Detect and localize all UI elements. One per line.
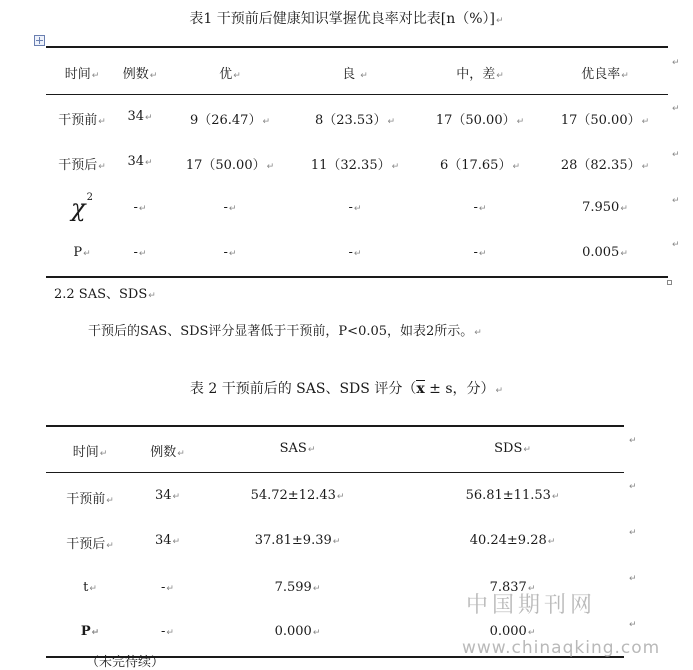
table1-row3-chi-square: $\chi^2$ xyxy=(71,192,93,222)
table2-title: 表 2 干预前后的 SAS、SDS 评分（x ± s，分）↵ xyxy=(189,381,504,397)
section-heading: 2.2 SAS、SDS↵ xyxy=(54,287,156,302)
table1-header-excellent: 优↵ xyxy=(219,67,241,82)
table-resize-handle-icon[interactable] xyxy=(667,280,672,285)
table2-row1-sas: 54.72±12.43↵ xyxy=(250,488,345,503)
table1-row3-medium-poor: -↵ xyxy=(473,200,487,215)
table1-row3-rate: 7.950↵ xyxy=(582,200,628,215)
row-end-mark: ↵ xyxy=(672,150,680,160)
table1-header-rule xyxy=(46,94,668,95)
table1-header-medium-poor: 中，差↵ xyxy=(456,67,504,82)
table1-row3-count: -↵ xyxy=(133,200,147,215)
table2-header-rule xyxy=(46,472,624,473)
section-paragraph: 干预后的SAS、SDS评分显著低于干预前，P<0.05，如表2所示。↵ xyxy=(88,324,482,339)
row-end-mark: ↵ xyxy=(629,436,637,446)
table2-row4-time: P↵ xyxy=(80,624,100,639)
table1-row2-count: 34↵ xyxy=(127,154,153,169)
table2-top-rule xyxy=(46,425,624,427)
table1-row4-rate: 0.005↵ xyxy=(582,245,628,260)
row-end-mark: ↵ xyxy=(629,482,637,492)
table2-header-sds: SDS↵ xyxy=(494,441,531,456)
table1-row4-excellent: -↵ xyxy=(223,245,237,260)
table1-header-good: 良 ↵ xyxy=(342,67,368,82)
table-move-handle-icon[interactable] xyxy=(34,35,45,46)
row-end-mark: ↵ xyxy=(629,620,637,630)
table2-row2-count: 34↵ xyxy=(154,533,181,548)
table2-row4-sas: 0.000↵ xyxy=(274,624,321,639)
table1-row2-excellent: 17（50.00）↵ xyxy=(185,158,275,173)
table2-row1-count: 34↵ xyxy=(154,488,181,503)
table1-row4-good: -↵ xyxy=(348,245,362,260)
table2-row2-sds: 40.24±9.28↵ xyxy=(469,533,556,548)
table1-row2-medium-poor: 6（17.65）↵ xyxy=(439,158,521,173)
table1-row4-medium-poor: -↵ xyxy=(473,245,487,260)
table2-row2-time: 干预后↵ xyxy=(66,537,114,552)
row-end-mark: ↵ xyxy=(629,528,637,538)
table1-header-rate: 优良率↵ xyxy=(581,67,629,82)
table2-header-count: 例数↵ xyxy=(150,445,185,460)
table2-row3-time: t↵ xyxy=(83,580,97,595)
row-end-mark: ↵ xyxy=(629,574,637,584)
table2-row2-sas: 37.81±9.39↵ xyxy=(254,533,341,548)
table1-row3-excellent: -↵ xyxy=(223,200,237,215)
table2-header-time: 时间↵ xyxy=(72,445,108,460)
x-bar-symbol: x xyxy=(416,381,425,397)
table1-row1-medium-poor: 17（50.00）↵ xyxy=(435,113,525,128)
table1-row1-excellent: 9（26.47）↵ xyxy=(189,113,271,128)
footer-partial-text: （未完待续） xyxy=(86,655,165,670)
row-end-mark: ↵ xyxy=(672,240,680,250)
row-end-mark: ↵ xyxy=(672,196,680,206)
table1-title: 表1 干预前后健康知识掌握优良率对比表[n（%）]↵ xyxy=(189,11,504,27)
table2-row4-sds: 0.000↵ xyxy=(489,624,536,639)
watermark-url: www.chinaqking.com xyxy=(462,638,661,658)
table2-row3-count: -↵ xyxy=(161,580,174,595)
table1-row2-good: 11（32.35）↵ xyxy=(310,158,400,173)
table1-row2-time: 干预后↵ xyxy=(58,158,106,173)
watermark-chinese: 中国期刊网 xyxy=(466,593,597,618)
row-end-mark: ↵ xyxy=(672,58,680,68)
table2-row3-sds: 7.837↵ xyxy=(489,580,536,595)
table1-bottom-rule xyxy=(46,276,668,278)
table2-row1-sds: 56.81±11.53↵ xyxy=(465,488,560,503)
table1-row1-count: 34↵ xyxy=(127,109,153,124)
table1-header-time: 时间↵ xyxy=(64,67,100,82)
table1-row1-rate: 17（50.00）↵ xyxy=(560,113,650,128)
table1-top-rule xyxy=(46,46,668,48)
table2-row1-time: 干预前↵ xyxy=(66,492,114,507)
table1-row1-time: 干预前↵ xyxy=(58,113,106,128)
table1-header-count: 例数↵ xyxy=(122,67,158,82)
table2-row3-sas: 7.599↵ xyxy=(274,580,321,595)
table1-row4-count: -↵ xyxy=(133,245,147,260)
table2-row4-count: -↵ xyxy=(161,624,174,639)
table1-row1-good: 8（23.53）↵ xyxy=(314,113,396,128)
row-end-mark: ↵ xyxy=(672,104,680,114)
table2-header-sas: SAS↵ xyxy=(279,441,316,456)
table1-row3-good: -↵ xyxy=(348,200,362,215)
table1-row2-rate: 28（82.35）↵ xyxy=(560,158,650,173)
table1-row4-time: P↵ xyxy=(73,245,91,260)
